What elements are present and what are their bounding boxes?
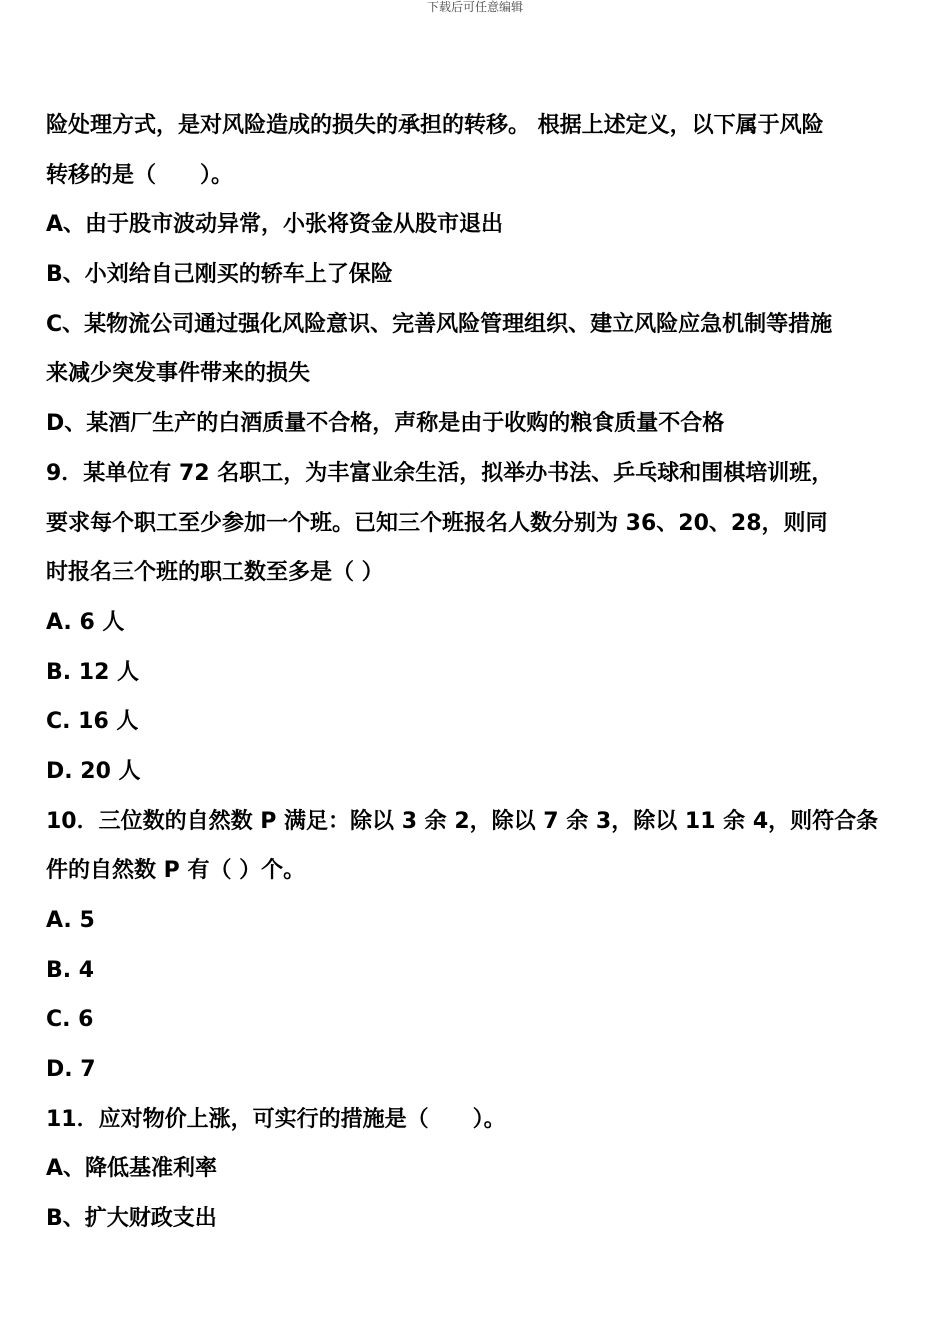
option-line: D. 7: [46, 1057, 96, 1083]
option-line: B、扩大财政支出: [46, 1206, 217, 1232]
option-line: A、由于股市波动异常，小张将资金从股市退出: [46, 212, 504, 238]
option-line: B. 4: [46, 957, 95, 983]
option-line: B、小刘给自己刚买的轿车上了保险: [46, 262, 393, 288]
option-line: A、降低基准利率: [46, 1156, 218, 1182]
option-line: C. 16 人: [46, 709, 139, 735]
question-line: 9．某单位有 72 名职工，为丰富业余生活，拟举办书法、乒乓球和围棋培训班，: [46, 460, 834, 486]
option-line: D. 20 人: [46, 758, 141, 784]
question-line: 件的自然数 P 有（ ）个。: [46, 858, 306, 884]
option-line: D、某酒厂生产的白酒质量不合格，声称是由于收购的粮食质量不合格: [46, 411, 725, 437]
option-line: A. 5: [46, 908, 95, 933]
option-line: 来减少突发事件带来的损失: [46, 361, 311, 387]
question-line: 10．三位数的自然数 P 满足：除以 3 余 2，除以 7 余 3，除以 11 余 4，则符合条: [46, 808, 879, 834]
page-header: 下载后可任意编辑: [426, 0, 523, 14]
question-line: 11．应对物价上涨，可实行的措施是（ ）。: [46, 1106, 506, 1132]
option-line: C、某物流公司通过强化风险意识、完善风险管理组织、建立风险应急机制等措施: [46, 311, 833, 337]
question-line: 要求每个职工至少参加一个班。已知三个班报名人数分别为 36、20、28，则同: [46, 510, 828, 536]
document-body: [46, 101, 906, 1244]
option-line: C. 6: [46, 1007, 94, 1033]
option-line: A. 6 人: [46, 609, 125, 635]
text-line: 险处理方式，是对风险造成的损失的承担的转移。 根据上述定义，以下属于风险: [46, 113, 824, 138]
option-line: B. 12 人: [46, 659, 140, 685]
text-line: 转移的是（ ）。: [46, 162, 234, 188]
question-line: 时报名三个班的职工数至多是（ ）: [46, 560, 384, 586]
